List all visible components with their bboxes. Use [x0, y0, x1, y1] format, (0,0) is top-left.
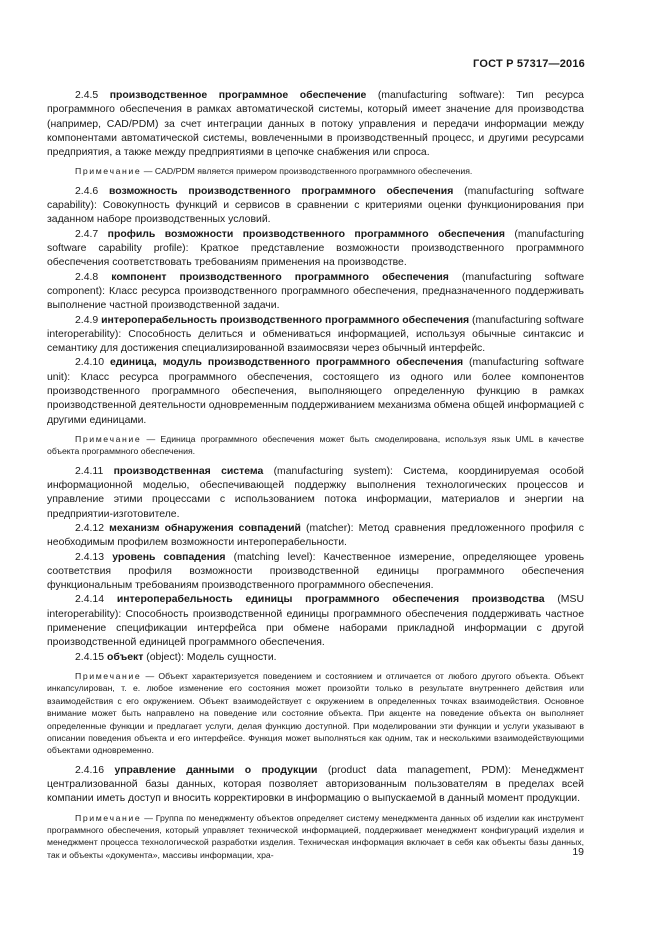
entry-number: 2.4.10	[75, 357, 105, 369]
entry-number: 2.4.13	[75, 551, 105, 563]
entry-term: производственное программное обеспечение	[109, 90, 367, 101]
entry-term: управление данными о продукции	[114, 764, 318, 776]
note-label: Примечание	[75, 433, 142, 444]
entry-term: уровень совпадения	[112, 551, 226, 563]
note-2-4-15: Примечание — Объект характеризуется поведением и состоянием и отличается от любого другого объекта. Объект инкапсулирован, т. е. любое изменение его состояния может произойти только в результате внутреннего действия или взаимодействия с его окружением. Объект взаимодействует с окружением в определенных точках взаимодействия. Основное внимание может быть направлено на поведение или состояние объекта. При акценте на поведение объекта он выполняет определенные функции и предлагает услуги, делая функцию доступной. При моделировании эти функции и услуги указывают в описании поведения объекта и его интерфейсе. Функция может выполняться как одним, так и несколькими взаимодействующими объектами одновременно.	[47, 670, 585, 756]
entry-2-4-15	[47, 651, 584, 665]
note-label: Примечание	[75, 670, 142, 681]
note-text: Единица программного обеспечения может быть смоделирована, используя язык UML в качестве объекта программного обеспечения.	[47, 433, 584, 457]
entry-number: 2.4.9	[75, 314, 99, 326]
standard-header: ГОСТ Р 57317—2016	[473, 58, 585, 70]
entry-definition: (manufacturing software capability): Совокупность функций и сервисов в сравнении с критериями оценки функционирования при заданном наборе производственных условий.	[47, 185, 584, 226]
note-text: CAD/PDM является примером производственного программного обеспечения.	[154, 166, 473, 177]
entry-2-4-12	[47, 522, 584, 551]
entry-2-4-9	[47, 314, 584, 357]
entry-number: 2.4.14	[75, 594, 105, 606]
note-2-4-10: Примечание — Единица программного обеспечения может быть смоделирована, используя язык UML в качестве объекта программного обеспечения.	[47, 433, 584, 457]
note-label: Примечание	[75, 166, 142, 177]
entry-definition: (manufacturing software): Тип ресурса программного обеспечения в рамках автоматической системы, который имеет значение для производства (например, CAD/PDM) за счет интеграции данных в потоку управления и передачи информации между компонентами автоматической системы, вовлеченными в производственный процесс, и другими ресурсами предприятия, а также между предприятиями в цепочке снабжения или спроса.	[47, 90, 584, 159]
entry-term: единица, модуль производственного программного обеспечения	[109, 357, 464, 369]
entry-2-4-5	[47, 89, 584, 160]
entry-2-4-7	[47, 228, 584, 271]
entry-term: производственная система	[113, 465, 264, 477]
entry-definition: (manufacturing software unit): Класс ресурса программного обеспечения, состоящего из одного или более компонентов производственного программного обеспечения, выполняющего определенную функцию в рамках производственной деятельности одновременным поддерживанием механизма обмена общей информацией с другими единицами.	[47, 357, 584, 426]
note-2-4-16: Примечание — Группа по менеджменту объектов определяет систему менеджмента данных об изделии как инструмент программного обеспечения, который управляет технической информацией, поддерживает менеджмент конфигураций изделия и менеджмент процесса технологической разработки изделия. Техническая информация включает в себя как объекты базы данных, так и объекты «документа», массивы информации, хра-	[47, 812, 585, 860]
entry-number: 2.4.7	[75, 228, 99, 240]
entry-2-4-11	[47, 465, 584, 522]
note-text: Группа по менеджменту объектов определяет систему менеджмента данных об изделии как инструмент программного обеспечения, который управляет технической информацией, поддерживает менеджмент конфигураций изделия и менеджмент процесса технологической разработки изделия. Техническая информация включает в себя как объекты базы данных, так и объекты «документа», массивы информации, хра-	[47, 812, 585, 860]
entry-term: интероперабельность производственного программного обеспечения	[101, 314, 470, 326]
entry-2-4-8	[47, 271, 584, 314]
entry-term: профиль возможности производственного программного обеспечения	[107, 228, 505, 240]
entry-term: объект	[106, 651, 144, 663]
entry-definition: (manufacturing system): Система, координируемая особой информационной моделью, обеспечивающей поддержку выполнения технологических процессов и управление этими процессами с использованием потока информации, материалов и энергии на предприятии-изготовителе.	[47, 465, 584, 520]
page-number: 19	[572, 846, 584, 858]
entry-definition: (product data management, PDM): Менеджмент централизованной базы данных, которая позволяет авторизованным пользователям в пределах всей компании иметь доступ и вносить корректировки в информацию о выпускаемой в данный момент продукции.	[47, 764, 584, 805]
entry-definition: (manufacturing software capability profile): Краткое представление возможности производственного программного обеспечения соответствовать требованиям применения на производстве.	[47, 228, 584, 269]
entry-definition: (manufacturing software component): Класс ресурса производственного программного обеспечения, предназначенного поддерживать выполнение частной производственной задачи.	[47, 271, 585, 312]
entry-definition: (MSU interoperability): Способность производственной единицы программного обеспечения поддерживать частное применение спецификации интерфейса при обмене наборами прикладной информации с другой производственной единицей программного обеспечения.	[47, 594, 584, 649]
entry-term: интероперабельность единицы программного обеспечения производства	[116, 594, 545, 606]
entry-number: 2.4.12	[75, 522, 105, 534]
entry-2-4-10	[47, 356, 584, 427]
entry-number: 2.4.15	[75, 651, 105, 663]
entry-definition: (manufacturing software interoperability): Способность делиться и обмениваться информацией, используя обычные синтаксис и семантику для достижения специализированной взаимосвязи через обычный интерфейс.	[47, 314, 584, 355]
entry-number: 2.4.11	[75, 465, 104, 477]
entry-term: компонент производственного программного обеспечения	[111, 271, 449, 283]
entry-number: 2.4.8	[75, 271, 99, 283]
entry-2-4-13	[47, 551, 584, 594]
note-label: Примечание	[75, 812, 142, 823]
entry-number: 2.4.16	[75, 764, 105, 776]
entry-2-4-6	[47, 185, 584, 228]
entry-definition: (matching level): Качественное измерение, определяющее уровень соответствия профиля возможности производственной единицы программного обеспечения функциональным требованиям производственного программного обеспечения.	[47, 551, 585, 592]
note-text: Объект характеризуется поведением и состоянием и отличается от любого другого объекта. Объект инкапсулирован, т. е. любое изменение его состояния может произойти только в результате внутреннего действия или взаимодействия с его окружением. Объект взаимодействует с окружением в определенных точках взаимодействия. Основное внимание может быть направлено на поведение или состояние объекта. При акценте на поведение объекта он выполняет определенные функции и предлагает услуги, делая функцию доступной. При моделировании эти функции и услуги указывают в описании поведения объекта и его интерфейсе. Функция может выполняться как одним, так и несколькими взаимодействующими объектами одновременно.	[47, 670, 585, 756]
entry-term: механизм обнаружения совпадений	[109, 522, 301, 534]
note-2-4-5: Примечание — CAD/PDM является примером производственного программного обеспечения.	[75, 166, 473, 177]
entry-definition: (matcher): Метод сравнения предложенного профиля с необходимым профилем возможности интероперабельности.	[47, 522, 584, 549]
entry-number: 2.4.5	[75, 90, 99, 101]
entry-2-4-14	[47, 593, 584, 650]
entry-definition: (object): Модель сущности.	[143, 651, 277, 663]
entry-2-4-16	[47, 764, 584, 807]
page-content	[47, 89, 584, 868]
entry-number: 2.4.6	[75, 185, 99, 197]
entry-term: возможность производственного программного обеспечения	[109, 185, 454, 197]
